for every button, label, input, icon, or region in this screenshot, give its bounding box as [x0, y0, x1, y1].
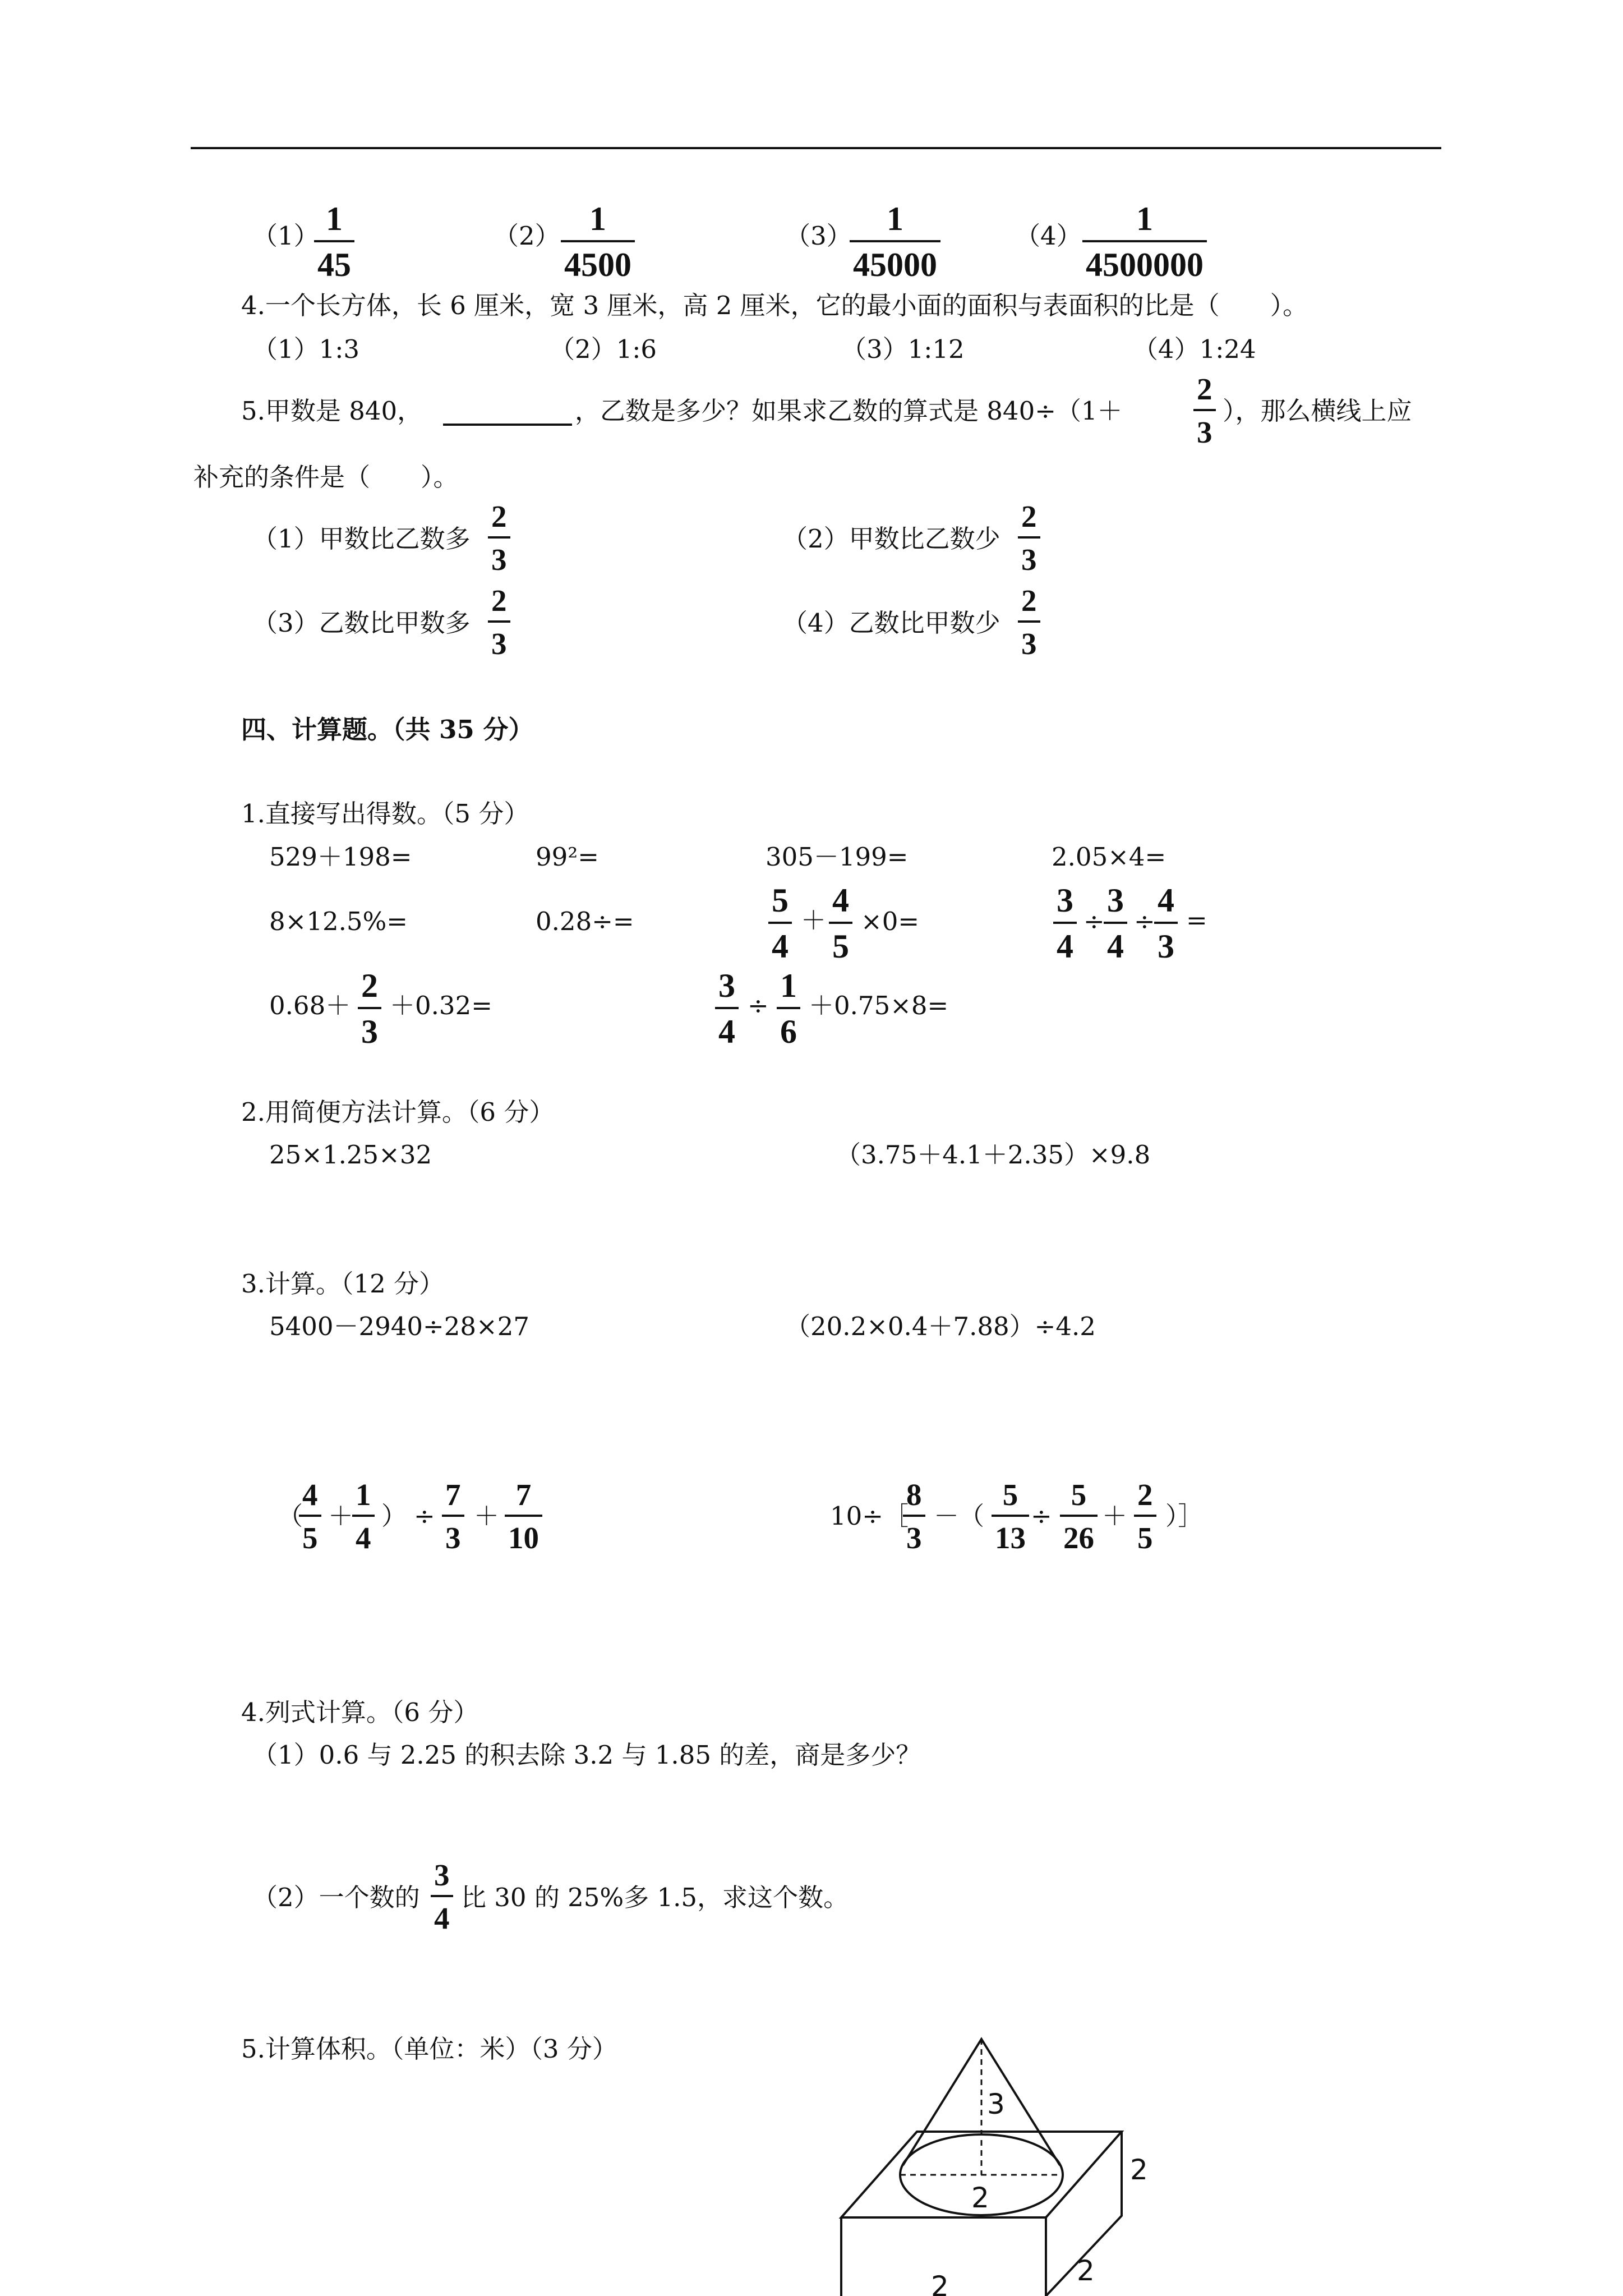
q5-stem-b: ，乙数是多少？如果求乙数的算式是 840÷（1＋	[575, 396, 1123, 426]
p1-title: 1.直接写出得数。（5 分）	[241, 799, 529, 829]
p3-d-plus: ＋	[1102, 1501, 1128, 1531]
p5-title: 5.计算体积。（单位：米）（3 分）	[241, 2034, 617, 2064]
p3-b: （20.2×0.4＋7.88）÷4.2	[785, 1312, 1096, 1341]
p3-c-fraction-3: 7 3	[442, 1479, 464, 1553]
p1-r1-a: 529＋198=	[269, 842, 412, 872]
q5-option-1: （1）甲数比乙数多	[252, 524, 471, 554]
p1-r2-c-fraction-1: 5 4	[768, 884, 792, 963]
q5-stem-a: 5.甲数是 840，	[241, 396, 423, 426]
box-depth-label: 2	[1077, 2254, 1095, 2287]
section-4-title: 四、计算题。（共 35 分）	[241, 715, 534, 744]
q3-option-4-label: （4）	[1015, 221, 1082, 251]
q4-option-2: （2）1:6	[550, 334, 657, 364]
p2-title: 2.用简便方法计算。（6 分）	[241, 1097, 555, 1127]
q5-answer-blank	[443, 424, 572, 426]
p3-d-close: ）］	[1165, 1501, 1204, 1531]
q5-stem-fraction: 2 3	[1193, 374, 1216, 448]
p3-c-fraction-2: 1 4	[352, 1479, 375, 1553]
p3-d-pre: 10÷［	[830, 1501, 909, 1531]
q5-option-1-fraction: 2 3	[488, 501, 510, 575]
p2-a: 25×1.25×32	[269, 1140, 432, 1170]
header-rule	[191, 147, 1441, 149]
p4-a: （1）0.6 与 2.25 的积去除 3.2 与 1.85 的差，商是多少？	[252, 1740, 921, 1770]
p1-r2-b: 0.28÷=	[536, 907, 634, 936]
p1-r2-c-tail: ×0=	[861, 907, 920, 936]
q5-option-4: （4）乙数比甲数少	[782, 608, 1000, 638]
q5-option-4-fraction: 2 3	[1018, 585, 1040, 659]
p1-r3-a-pre: 0.68＋	[269, 991, 351, 1020]
q3-option-2-fraction: 1 4500	[561, 202, 635, 282]
p3-c-fraction-4: 7 10	[505, 1479, 542, 1553]
q3-option-1-label: （1）	[252, 221, 319, 251]
p3-c-plus-2: ＋	[474, 1501, 500, 1531]
p1-r2-d-eq: =	[1186, 905, 1207, 935]
q5-option-2-fraction: 2 3	[1018, 501, 1040, 575]
p4-title: 4.列式计算。（6 分）	[241, 1697, 479, 1727]
p4-b-post: 比 30 的 25%多 1.5，求这个数。	[461, 1883, 849, 1912]
p1-r3-b-fraction-2: 1 6	[777, 969, 800, 1048]
q5-option-2: （2）甲数比乙数少	[782, 524, 1000, 554]
q4-stem: 4.一个长方体，长 6 厘米，宽 3 厘米，高 2 厘米，它的最小面的面积与表面积的比是（ ）。	[241, 291, 1308, 320]
volume-figure	[813, 2019, 1206, 2296]
p3-title: 3.计算。（12 分）	[241, 1269, 444, 1299]
p1-r3-b-op: ÷	[748, 991, 769, 1020]
q3-option-4-fraction: 1 4500000	[1082, 202, 1207, 282]
p3-d-div: ÷	[1031, 1501, 1052, 1531]
p1-r2-d-fraction-3: 4 3	[1154, 884, 1178, 963]
p3-c-plus: ＋	[328, 1501, 354, 1531]
q4-option-1: （1）1:3	[252, 334, 360, 364]
p1-r2-c-plus: ＋	[801, 905, 827, 935]
p1-r1-d: 2.05×4=	[1052, 842, 1166, 872]
p3-c-close: ）	[381, 1501, 407, 1531]
q4-option-3: （3）1:12	[841, 334, 965, 364]
p1-r2-d-op-2: ÷	[1134, 907, 1155, 936]
q3-option-3-fraction: 1 45000	[850, 202, 940, 282]
p1-r3-b-post: ＋0.75×8=	[809, 991, 949, 1020]
p1-r2-c-fraction-2: 4 5	[829, 884, 852, 963]
q5-option-3-fraction: 2 3	[488, 585, 510, 659]
p1-r1-c: 305－199=	[766, 842, 909, 872]
p3-c-open: （	[278, 1501, 303, 1531]
p4-b-pre: （2）一个数的	[252, 1883, 420, 1912]
cone-diameter-label: 2	[971, 2182, 989, 2214]
p1-r2-d-fraction-2: 3 4	[1104, 884, 1127, 963]
p1-r3-b-fraction-1: 3 4	[715, 969, 739, 1048]
p3-d-minus: －（	[934, 1501, 985, 1531]
p3-d-fraction-3: 5 26	[1060, 1479, 1098, 1553]
q4-option-4: （4）1:24	[1133, 334, 1256, 364]
q3-option-2-label: （2）	[494, 221, 560, 251]
q3-option-1-fraction: 1 45	[314, 202, 354, 282]
p1-r2-a: 8×12.5%=	[269, 907, 408, 936]
p1-r3-a-fraction: 2 3	[358, 969, 381, 1048]
p1-r1-b: 99²=	[536, 842, 600, 872]
p3-a: 5400－2940÷28×27	[269, 1312, 529, 1341]
p3-d-fraction-4: 2 5	[1134, 1479, 1156, 1553]
p1-r3-a-post: ＋0.32=	[390, 991, 492, 1020]
p3-d-fraction-2: 5 13	[992, 1479, 1029, 1553]
p3-d-fraction-1: 8 3	[903, 1479, 925, 1553]
p2-b: （3.75＋4.1＋2.35）×9.8	[836, 1140, 1151, 1170]
p1-r2-d-op-1: ÷	[1083, 907, 1105, 936]
p3-c-fraction-1: 4 5	[299, 1479, 321, 1553]
p3-c-div: ÷	[414, 1501, 435, 1531]
cone-height-label: 3	[987, 2088, 1005, 2120]
box-height-label: 2	[1130, 2154, 1148, 2186]
q3-option-3-label: （3）	[785, 221, 852, 251]
q5-stem-d: 补充的条件是（ ）。	[193, 462, 459, 492]
q5-stem-c: ），那么横线上应	[1223, 396, 1412, 426]
q5-option-3: （3）乙数比甲数多	[252, 608, 471, 638]
box-front-label: 2	[931, 2270, 949, 2296]
p1-r2-d-fraction-1: 3 4	[1053, 884, 1077, 963]
p4-b-fraction: 3 4	[431, 1860, 453, 1934]
